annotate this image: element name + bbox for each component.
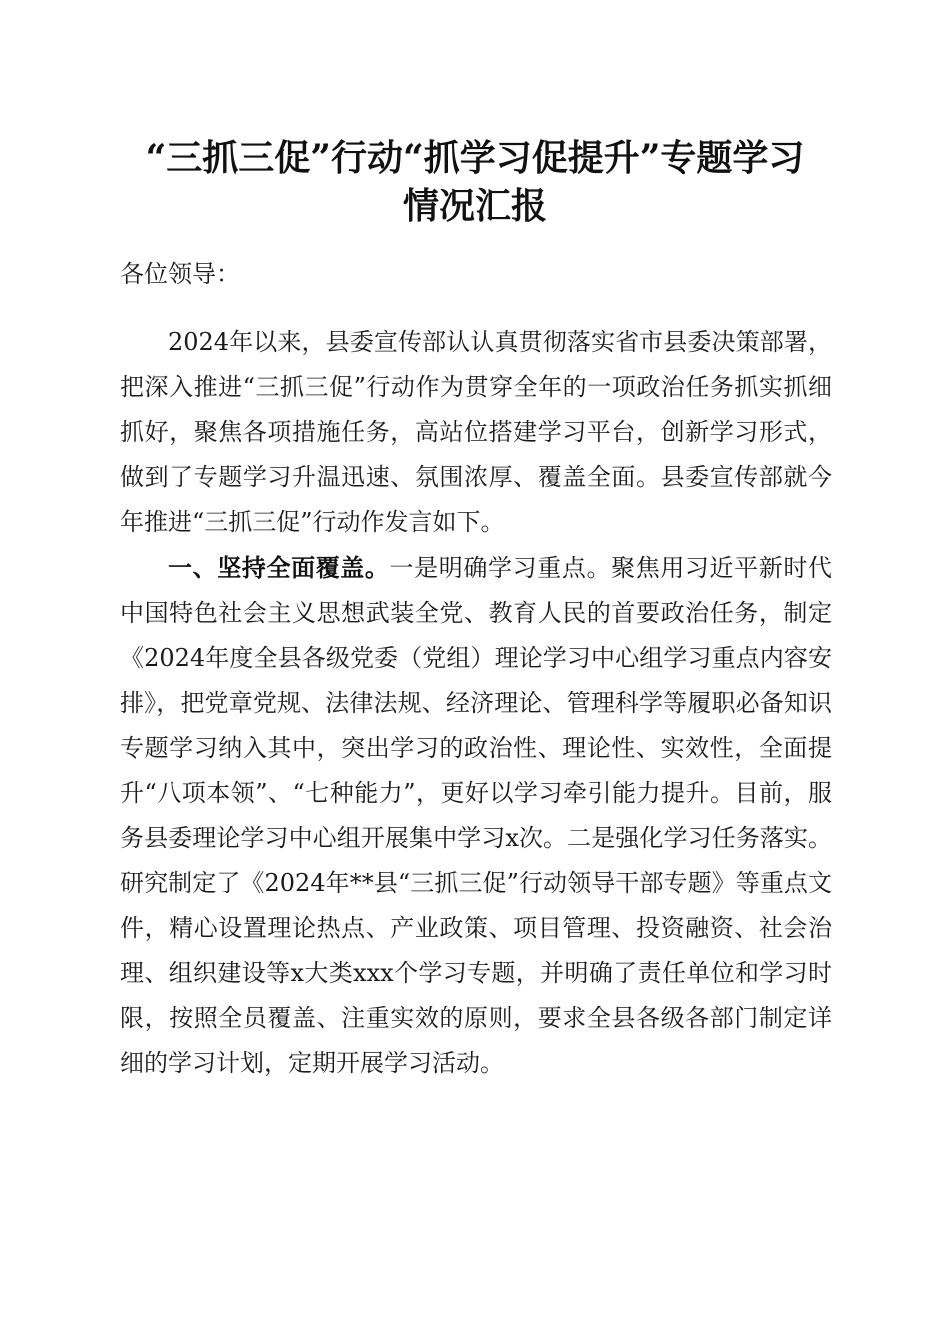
salutation: 各位领导： (120, 260, 240, 288)
paragraph-section-1 (120, 545, 832, 1086)
section-1-heading: 一、坚持全面覆盖。 (168, 553, 390, 582)
section-1-body: 一是明确学习重点。聚焦用习近平新时代中国特色社会主义思想武装全党、教育人民的首要政治任务，制定《2024年度全县各级党委（党组）理论学习中心组学习重点内容安排》，把党章党规、法律法规、经济理论、管理科学等履职必备知识专题学习纳入其中，突出学习的政治性、理论性、实效性，全面提升“八项本领”、“七种能力”，更好以学习牵引能力提升。目前，服务县委理论学习中心组开展集中学习x次。二是强化学习任务落实。研究制定了《2024年**县“三抓三促”行动领导干部专题》等重点文件，精心设置理论热点、产业政策、项目管理、投资融资、社会治理、组织建设等x大类xxx个学习专题，并明确了责任单位和学习时限，按照全员覆盖、注重实效的原则，要求全县各级各部门制定详细的学习计划，定期开展学习活动。 (120, 554, 833, 1077)
paragraph-intro: 2024年以来，县委宣传部认认真贯彻落实省市县委决策部署，把深入推进“三抓三促”行动作为贯穿全年的一项政治任务抓实抓细抓好，聚焦各项措施任务，高站位搭建学习平台，创新学习形式，做到了专题学习升温迅速、氛围浓厚、覆盖全面。县委宣传部就今年推进“三抓三促”行动作发言如下。 (120, 328, 832, 536)
document-title-line-2: 情况汇报 (402, 185, 547, 227)
document-title-line-1: “三抓三促”行动“抓学习促提升”专题学习 (145, 137, 805, 179)
